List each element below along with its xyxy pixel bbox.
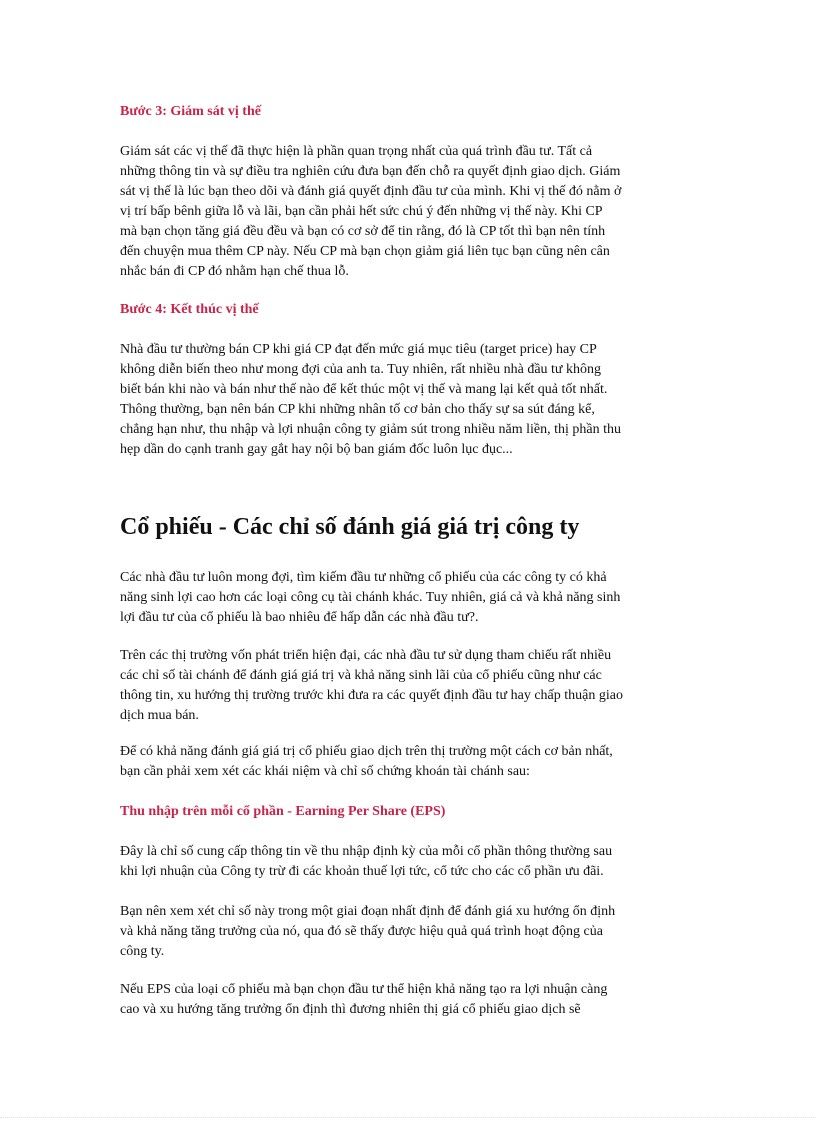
intro-line: lợi đầu tư của cổ phiếu là bao nhiêu để hấp dẫn các nhà đầu tư?. [120,610,479,625]
markets-line: các chỉ số tài chánh để đánh giá giá trị và khả năng sinh lãi của cổ phiếu cũng như các [120,668,602,683]
step3-line: Giám sát các vị thế đã thực hiện là phần quan trọng nhất của quá trình đầu tư. Tất cả [120,144,593,159]
step4-paragraph [120,340,685,460]
step3-line: những thông tin và sự điều tra nghiên cứu đưa bạn đến chỗ ra quyết định giao dịch. Giám [120,164,621,179]
page-bottom-divider [0,1117,816,1118]
step3-line: sát vị thế là lúc bạn theo dõi và đánh giá quyết định đầu tư của mình. Khi vị thế đó nằm ở [120,184,622,199]
eps-heading: Thu nhập trên mỗi cổ phần - Earning Per Share (EPS) [120,804,446,819]
intro-line: năng sinh lợi cao hơn các loại công cụ tài chánh khác. Tuy nhiên, giá cả và khả năng sinh [120,590,621,605]
concepts-line: bạn cần phải xem xét các khái niệm và chỉ số chứng khoán tài chánh sau: [120,764,530,779]
eps-review-line: công ty. [120,944,165,959]
eps-growth-line: Nếu EPS của loại cổ phiếu mà bạn chọn đầu tư thể hiện khả năng tạo ra lợi nhuận càng [120,982,608,997]
step4-line: Thông thường, bạn nên bán CP khi những nhân tố cơ bản cho thấy sự sa sút đáng kể, [120,402,595,417]
markets-line: Trên các thị trường vốn phát triển hiện đại, các nhà đầu tư sử dụng tham chiếu rất nhiều [120,648,612,663]
article-title: Cổ phiếu - Các chỉ số đánh giá giá trị công ty [120,514,580,540]
step4-line: Nhà đầu tư thường bán CP khi giá CP đạt đến mức giá mục tiêu (target price) hay CP [120,342,597,357]
markets-line: thông tin, xu hướng thị trường trước khi đưa ra các quyết định đầu tư hay chấp thuận giao [120,688,623,703]
concepts-line: Để có khả năng đánh giá giá trị cổ phiếu giao dịch trên thị trường một cách cơ bản nhất, [120,744,613,759]
step4-line: không diễn biến theo như mong đợi của anh ta. Tuy nhiên, rất nhiều nhà đầu tư không [120,362,602,377]
markets-line: dịch mua bán. [120,708,199,723]
eps-growth-line: cao và xu hướng tăng trưởng ổn định thì đương nhiên thị giá cổ phiếu giao dịch sẽ [120,1002,581,1017]
markets-paragraph [120,646,685,726]
step3-paragraph [120,142,685,282]
step3-line: mà bạn chọn tăng giá đều đều và bạn có cơ sở để tin rằng, đó là CP tốt thì bạn nên tính [120,224,606,239]
intro-line: Các nhà đầu tư luôn mong đợi, tìm kiếm đầu tư những cổ phiếu của các công ty có khả [120,570,607,585]
step4-heading: Bước 4: Kết thúc vị thế [120,302,259,317]
eps-growth-paragraph [120,980,685,1020]
step4-line: hẹp dần do cạnh tranh gay gắt hay nội bộ ban giám đốc luôn lục đục... [120,442,513,457]
eps-review-line: Bạn nên xem xét chỉ số này trong một giai đoạn nhất định để đánh giá xu hướng ổn định [120,904,616,919]
step4-line: biết bán khi nào và bán như thế nào để kết thúc một vị thế và mang lại kết quả tốt nhất. [120,382,608,397]
step3-line: nhắc bán đi CP đó nhằm hạn chế thua lỗ. [120,264,349,279]
concepts-paragraph [120,742,685,782]
intro-paragraph [120,568,685,628]
step3-heading: Bước 3: Giám sát vị thế [120,104,261,119]
step3-line: đến chuyện mua thêm CP này. Nếu CP mà bạn chọn giảm giá liên tục bạn cũng nên cân [120,244,610,259]
step3-line: vị trí bấp bênh giữa lỗ và lãi, bạn cần phải hết sức chú ý đến những vị thế này. Khi CP [120,204,603,219]
eps-definition-paragraph [120,842,685,882]
eps-definition-line: Đây là chỉ số cung cấp thông tin về thu nhập định kỳ của mỗi cổ phần thông thường sau [120,844,613,859]
eps-definition-line: khi lợi nhuận của Công ty trừ đi các khoản thuế lợi tức, cổ tức cho các cổ phần ưu đãi. [120,864,604,879]
step4-line: chẳng hạn như, thu nhập và lợi nhuận công ty giảm sút trong nhiều năm liền, thị phần thu [120,422,622,437]
eps-review-paragraph [120,902,685,962]
eps-review-line: và khả năng tăng trưởng của nó, qua đó sẽ thấy được hiệu quả quá trình hoạt động của [120,924,603,939]
